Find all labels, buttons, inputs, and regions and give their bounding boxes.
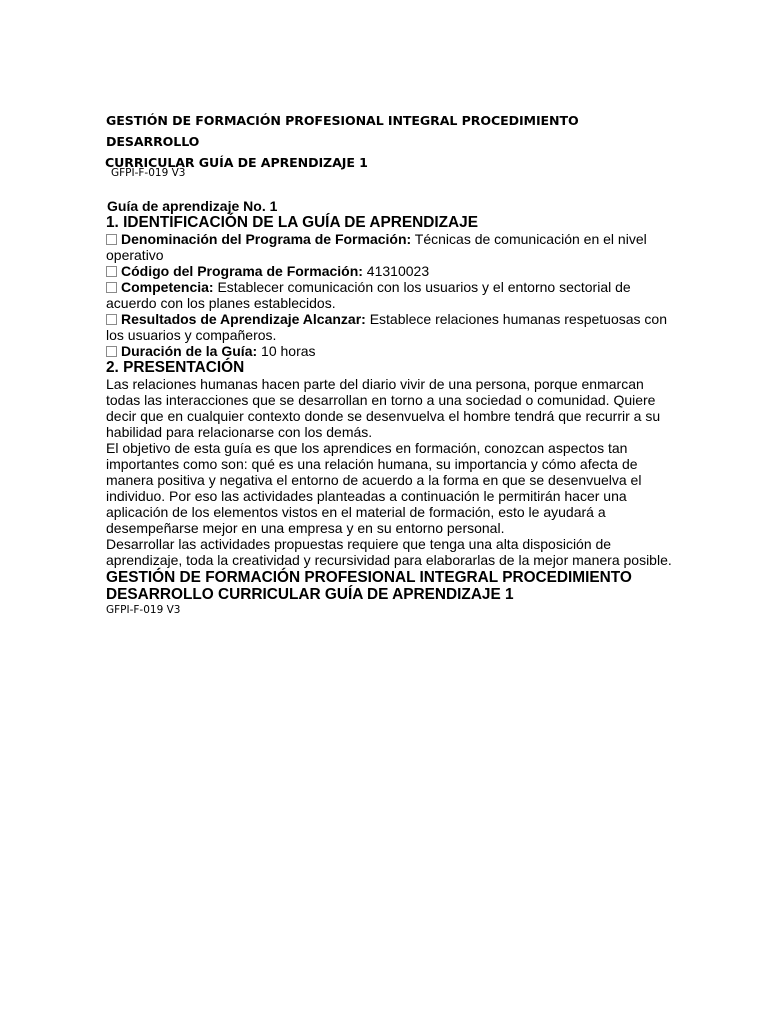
header-title-line1: GESTIÓN DE FORMACIÓN PROFESIONAL INTEGRAL PROCEDIMIENTO DESARROLLO (106, 113, 579, 149)
bullet-icon (106, 282, 117, 293)
item-label: Competencia: (121, 279, 214, 295)
bullet-icon (106, 346, 117, 357)
item-value: 41310023 (362, 263, 430, 279)
bullet-icon (106, 314, 117, 325)
list-item-learning-results (106, 311, 676, 343)
document-code: GFPI-F-019 V3 (111, 167, 186, 179)
paragraph-3-text: Desarrollar las actividades propuestas requiere que tenga una alta disposición de aprendizaje, toda la creatividad y recursividad para elaborarlas de la mejor manera posible. (106, 536, 672, 568)
header-title-line2: CURRICULAR GUÍA DE APRENDIZAJE 1 (105, 155, 368, 170)
section1-title: 1. IDENTIFICACIÓN DE LA GUÍA DE APRENDIZAJE (106, 214, 478, 231)
guide-number: Guía de aprendizaje No. 1 (107, 198, 278, 214)
list-item-duration (106, 343, 676, 359)
bullet-icon (106, 266, 117, 277)
presentation-paragraph-2: El objetivo de esta guía es que los aprendices en formación, conozcan aspectos tan importantes como son: qué es una relación humana, su importancia y cómo afecta de manera positiva y negativa el entorno de acuerdo a la forma en que se desenvuelva el individuo. Por eso las actividades planteadas a continuación le permitirán hacer una aplicación de los elementos vistos en el material de formación, esto le ayudará a desempeñarse mejor en una empresa y en su entorno personal. (106, 440, 642, 536)
item-label: Denominación del Programa de Formación: (121, 231, 412, 247)
section2-title: 2. PRESENTACIÓN (106, 359, 245, 376)
document-body (106, 198, 676, 617)
presentation-paragraph-1: Las relaciones humanas hacen parte del diario vivir de una persona, porque enmarcan todas las interacciones que se desarrollan en torno a una sociedad o comunidad. Quiere decir que en cualquier contexto donde se desenvuelva el hombre tendrá que recurrir a su habilidad para relacionarse con los demás. (106, 376, 661, 440)
item-label: Código del Programa de Formación: (121, 263, 363, 279)
repeated-header-title: GESTIÓN DE FORMACIÓN PROFESIONAL INTEGRAL PROCEDIMIENTO DESARROLLO CURRICULAR GUÍA DE APRENDIZAJE 1 (106, 569, 632, 603)
item-label: Resultados de Aprendizaje Alcanzar: (121, 311, 366, 327)
presentation-paragraph-3 (106, 536, 676, 603)
list-item-program-name (106, 231, 676, 263)
item-value: Establece relaciones humanas respetuosas con los usuarios y compañeros. (106, 311, 667, 343)
bullet-icon (106, 234, 117, 245)
list-item-program-code (106, 263, 676, 279)
item-label: Duración de la Guía: (121, 343, 258, 359)
document-header-title (106, 110, 666, 173)
item-value: 10 horas (257, 343, 316, 359)
list-item-competence (106, 279, 676, 311)
item-value: Técnicas de comunicación en el nivel operativo (106, 231, 647, 263)
repeated-document-code: GFPI-F-019 V3 (106, 604, 181, 616)
item-value: Establecer comunicación con los usuarios y el entorno sectorial de acuerdo con los planes establecidos. (106, 279, 631, 311)
